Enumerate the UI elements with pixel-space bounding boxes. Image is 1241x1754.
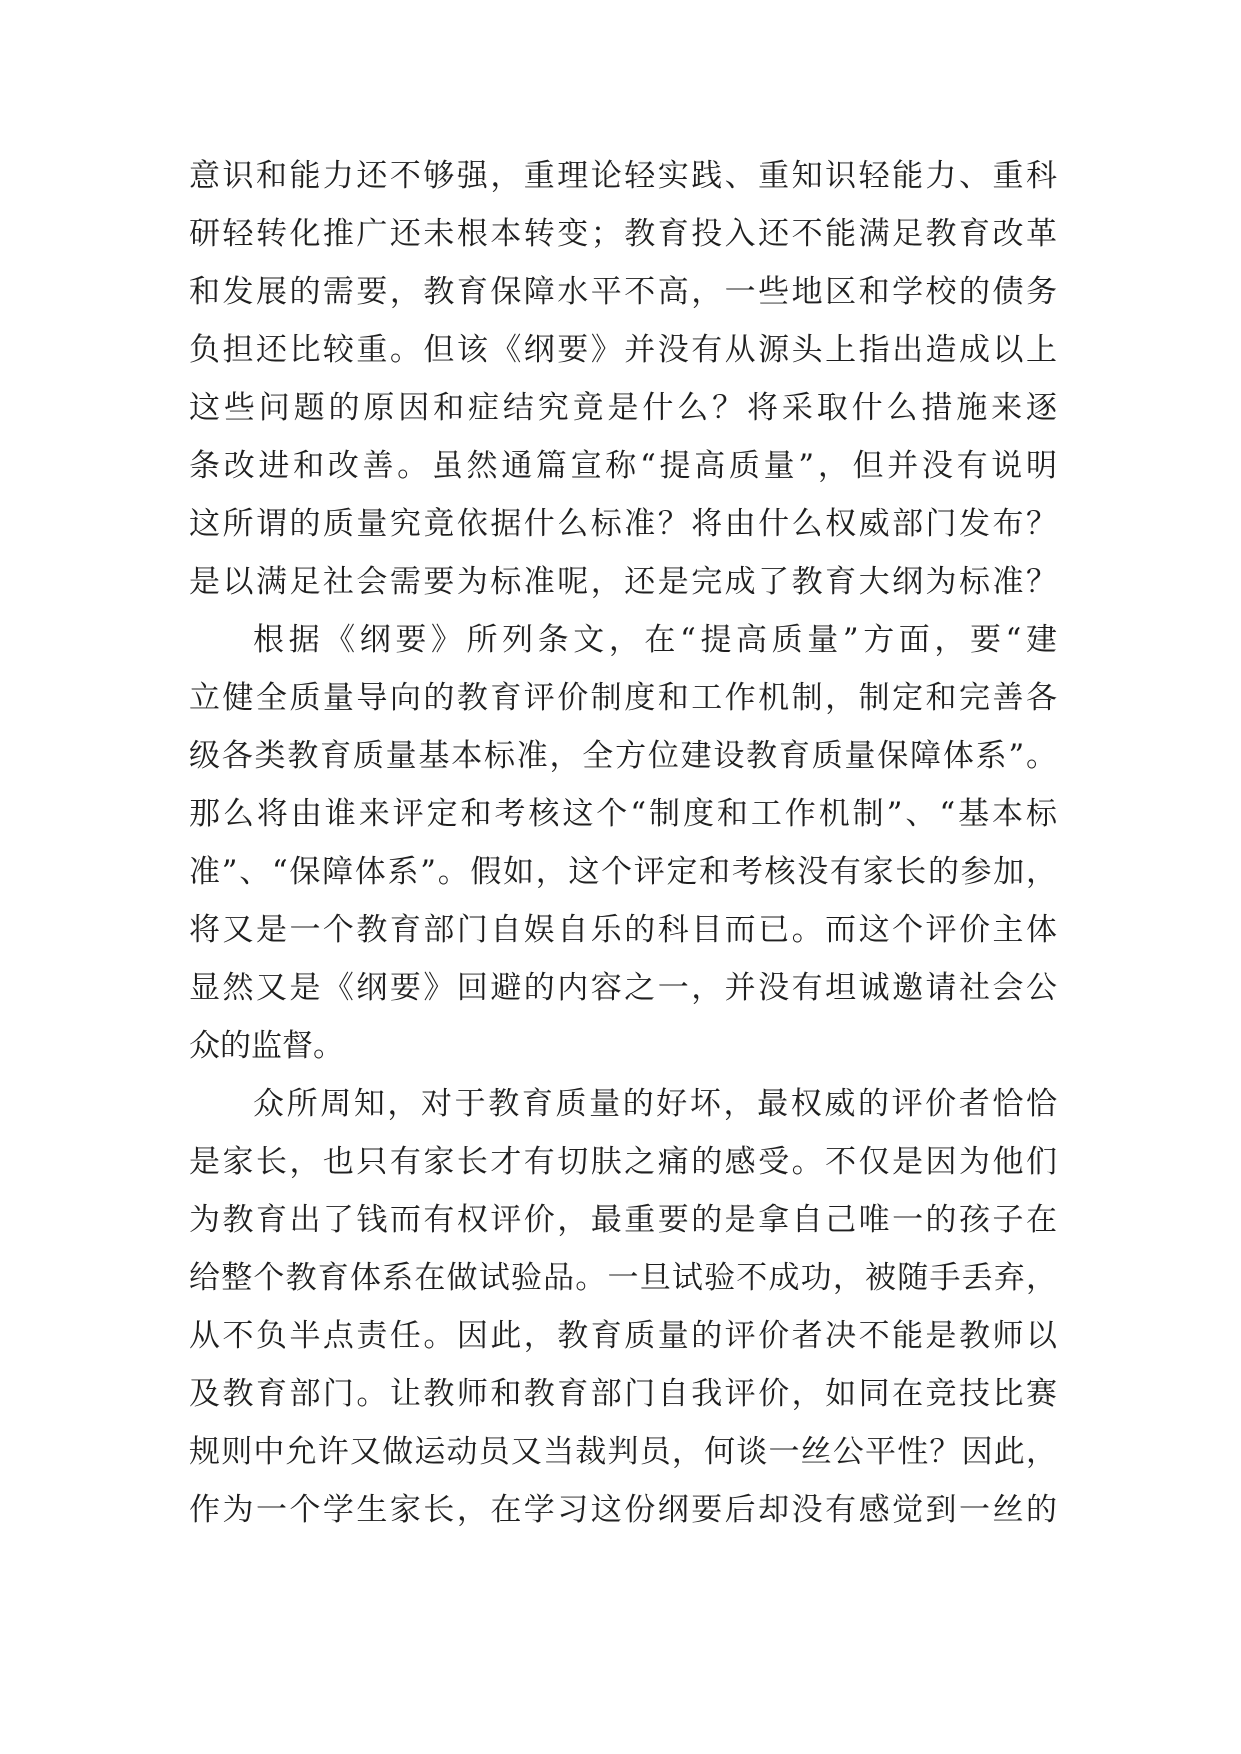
text-line: 意识和能力还不够强，重理论轻实践、重知识轻能力、重科 <box>189 158 1057 194</box>
text-line: 将又是一个教育部门自娱自乐的科目而已。而这个评价主体 <box>189 912 1057 948</box>
text-line: 众所周知，对于教育质量的好坏，最权威的评价者恰恰 <box>253 1086 1057 1122</box>
text-line: 那么将由谁来评定和考核这个“制度和工作机制”、“基本标 <box>189 796 1057 832</box>
text-line: 众的监督。 <box>189 1028 344 1064</box>
text-line: 立健全质量导向的教育评价制度和工作机制，制定和完善各 <box>189 680 1057 716</box>
text-line: 这所谓的质量究竟依据什么标准？将由什么权威部门发布？ <box>189 506 1057 542</box>
text-line: 给整个教育体系在做试验品。一旦试验不成功，被随手丢弃， <box>189 1260 1057 1296</box>
text-line: 从不负半点责任。因此，教育质量的评价者决不能是教师以 <box>189 1318 1057 1354</box>
text-line: 显然又是《纲要》回避的内容之一，并没有坦诚邀请社会公 <box>189 970 1057 1006</box>
text-line: 级各类教育质量基本标准，全方位建设教育质量保障体系”。 <box>189 738 1057 774</box>
paragraph <box>189 155 1057 604</box>
text-line: 为教育出了钱而有权评价，最重要的是拿自己唯一的孩子在 <box>189 1202 1057 1238</box>
document-body <box>189 155 1057 1547</box>
text-line: 根据《纲要》所列条文，在“提高质量”方面，要“建 <box>253 622 1057 658</box>
text-line: 和发展的需要，教育保障水平不高，一些地区和学校的债务 <box>189 274 1057 310</box>
text-line: 这些问题的原因和症结究竟是什么？将采取什么措施来逐 <box>189 390 1057 426</box>
text-line: 负担还比较重。但该《纲要》并没有从源头上指出造成以上 <box>189 332 1057 368</box>
text-line: 及教育部门。让教师和教育部门自我评价，如同在竞技比赛 <box>189 1376 1057 1412</box>
text-line: 条改进和改善。虽然通篇宣称“提高质量”，但并没有说明 <box>189 448 1057 484</box>
text-line: 是家长，也只有家长才有切肤之痛的感受。不仅是因为他们 <box>189 1144 1057 1180</box>
text-line: 研轻转化推广还未根本转变；教育投入还不能满足教育改革 <box>189 216 1057 252</box>
text-line: 是以满足社会需要为标准呢，还是完成了教育大纲为标准？ <box>189 564 1057 600</box>
text-line: 规则中允许又做运动员又当裁判员，何谈一丝公平性？因此， <box>189 1434 1057 1470</box>
paragraph <box>189 619 1057 1068</box>
text-line: 作为一个学生家长，在学习这份纲要后却没有感觉到一丝的 <box>189 1492 1057 1528</box>
paragraph <box>189 1083 1057 1532</box>
text-line: 准”、“保障体系”。假如，这个评定和考核没有家长的参加， <box>189 854 1057 890</box>
